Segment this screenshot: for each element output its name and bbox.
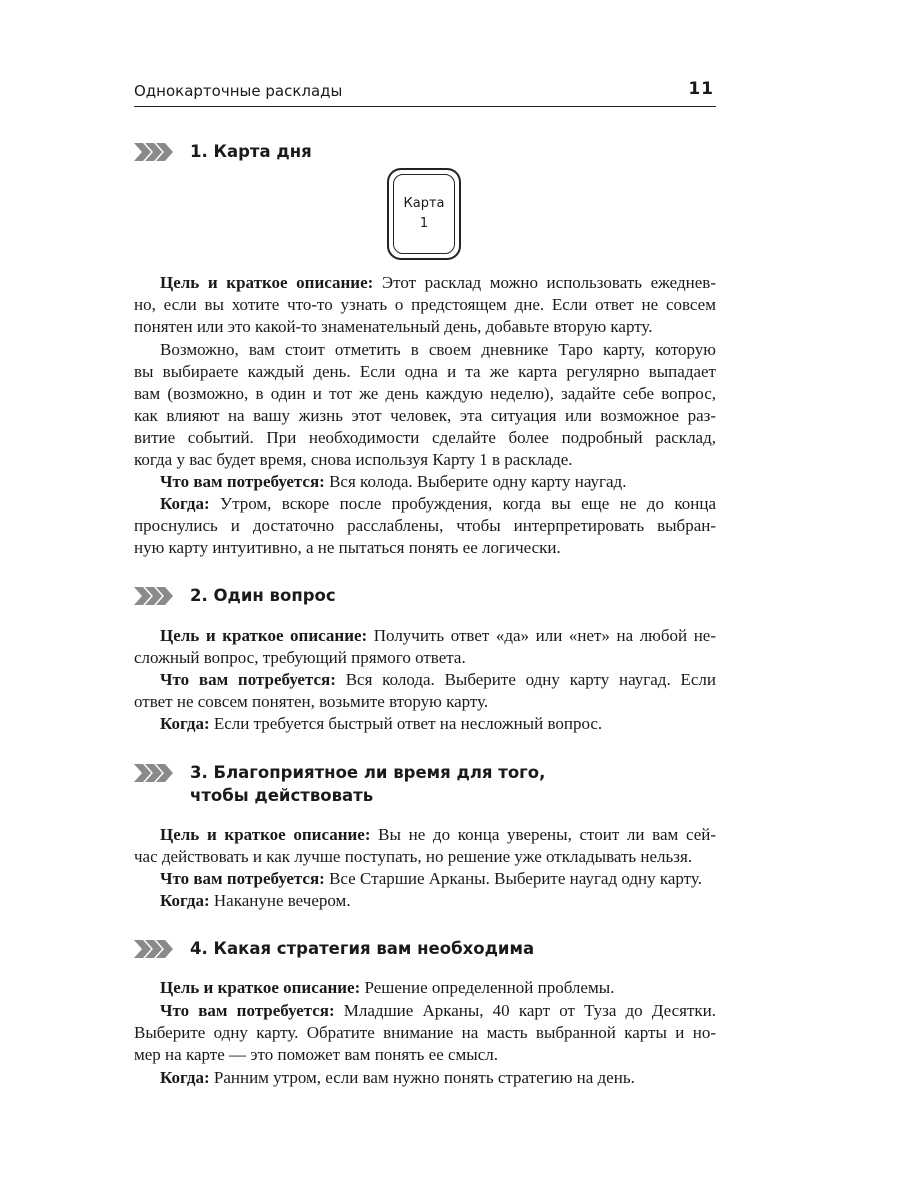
- label-when: Когда:: [160, 891, 210, 910]
- section-heading-text: 2. Один вопрос: [190, 586, 336, 605]
- text-line: Вся колода. Выберите одну карту наугад. Если: [335, 670, 716, 689]
- text-line: сложный вопрос, требующий прямого ответа.: [134, 648, 466, 667]
- card-inner-frame: [393, 174, 455, 254]
- text-line: Ранним утром, если вам нужно понять стратегию на день.: [209, 1068, 635, 1087]
- paragraph-purpose-2: [134, 625, 716, 669]
- paragraph-requirements-3: [134, 868, 716, 890]
- label-requirements: Что вам потребуется:: [160, 472, 325, 491]
- text-line: Возможно, вам стоит отметить в своем дневнике Таро карту, которую: [160, 340, 716, 359]
- label-requirements: Что вам потребуется:: [160, 670, 336, 689]
- text-line: ную карту интуитивно, а не пытаться понять ее логически.: [134, 538, 561, 557]
- label-purpose: Цель и краткое описание:: [160, 626, 368, 645]
- triple-chevron-icon: [134, 764, 174, 782]
- text-line: проснулись и достаточно расслаблены, чтобы интерпретировать выбран-: [134, 516, 716, 535]
- paragraph-when-1: [134, 493, 716, 559]
- label-purpose: Цель и краткое описание:: [160, 273, 374, 292]
- label-when: Когда:: [160, 494, 210, 513]
- section-heading-text: 4. Какая стратегия вам необходима: [190, 939, 535, 958]
- running-header: [134, 80, 716, 104]
- triple-chevron-icon: [134, 940, 174, 958]
- section-heading-text-cont: чтобы действовать: [190, 786, 374, 805]
- paragraph-when-2: [134, 713, 716, 735]
- paragraph-requirements-1: [134, 471, 716, 493]
- triple-chevron-icon: [134, 587, 174, 605]
- text-line: Выберите одну карту. Обратите внимание на масть выбранной карты и но-: [134, 1023, 716, 1042]
- triple-chevron-icon: [134, 143, 174, 161]
- label-purpose: Цель и краткое описание:: [160, 978, 361, 997]
- section-heading-text: 1. Карта дня: [190, 142, 312, 161]
- paragraph-journal: [134, 339, 716, 471]
- text-line: но, если вы хотите что-то узнать о предстоящем дне. Если ответ не совсем: [134, 295, 716, 314]
- text-line: мер на карте — это поможет вам понять ее смысл.: [134, 1045, 498, 1064]
- label-requirements: Что вам потребуется:: [160, 869, 325, 888]
- paragraph-when-4: [134, 1067, 716, 1089]
- text-line: витие событий. При необходимости сделайте более подробный расклад,: [134, 428, 716, 447]
- paragraph-requirements-4: [134, 1000, 716, 1066]
- text-line: вам (возможно, в один и тот же день каждую неделю), задайте себе вопрос,: [134, 384, 716, 403]
- text-line: час действовать и как лучше поступать, но решение уже откладывать нельзя.: [134, 847, 693, 866]
- text-line: вы выбираете каждый день. Если одна и та же карта регулярно выпадает: [134, 362, 716, 381]
- text-line: Младшие Арканы, 40 карт от Туза до Десятки.: [334, 1001, 716, 1020]
- text-line: как влияют на вашу жизнь этот человек, эта ситуация или возможное раз-: [134, 406, 716, 425]
- paragraph-purpose-1: [134, 272, 716, 338]
- text-line: Этот расклад можно использовать ежеднев-: [373, 273, 716, 292]
- label-requirements: Что вам потребуется:: [160, 1001, 335, 1020]
- text-line: понятен или это какой-то знаменательный день, добавьте вторую карту.: [134, 317, 653, 336]
- card-label: Карта: [403, 196, 445, 211]
- card-number: 1: [419, 216, 429, 231]
- paragraph-requirements-2: [134, 669, 716, 713]
- text-line: Вся колода. Выберите одну карту наугад.: [324, 472, 627, 491]
- label-purpose: Цель и краткое описание:: [160, 825, 371, 844]
- text-line: Если требуется быстрый ответ на несложный вопрос.: [209, 714, 603, 733]
- paragraph-purpose-4: [134, 977, 716, 999]
- header-rule: [134, 106, 716, 107]
- tarot-card-diagram: [387, 168, 461, 260]
- chapter-title: Однокарточные расклады: [134, 82, 343, 100]
- section-heading-text: 3. Благоприятное ли время для того,: [190, 763, 546, 782]
- text-line: Решение определенной проблемы.: [360, 978, 615, 997]
- paragraph-when-3: [134, 890, 716, 912]
- page-number: 11: [688, 79, 714, 99]
- text-line: Получить ответ «да» или «нет» на любой не-: [367, 626, 716, 645]
- paragraph-purpose-3: [134, 824, 716, 868]
- label-when: Когда:: [160, 714, 210, 733]
- text-line: Все Старшие Арканы. Выберите наугад одну карту.: [324, 869, 702, 888]
- label-when: Когда:: [160, 1068, 210, 1087]
- text-line: Вы не до конца уверены, стоит ли вам сей-: [370, 825, 717, 844]
- text-line: Утром, вскоре после пробуждения, когда вы еще не до конца: [209, 494, 716, 513]
- text-line: ответ не совсем понятен, возьмите вторую карту.: [134, 692, 489, 711]
- text-line: Накануне вечером.: [209, 891, 351, 910]
- text-line: когда у вас будет время, снова используя Карту 1 в раскладе.: [134, 450, 573, 469]
